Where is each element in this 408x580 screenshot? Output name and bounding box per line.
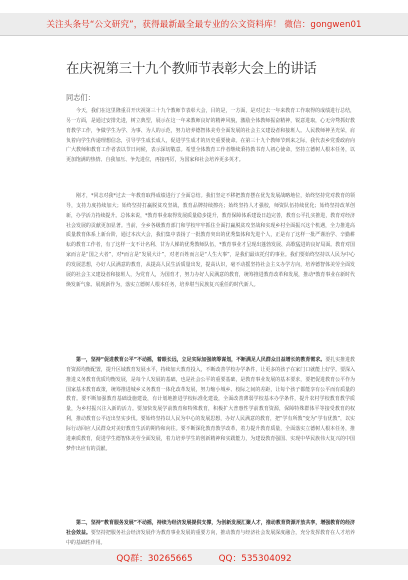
paragraph-point-one [66, 356, 355, 513]
promo-banner-text: 关注头条号“公文研究”，获得最新最全最专业的公文资料库！ 微信：gongwen01 [46, 20, 362, 30]
promo-banner [0, 13, 408, 36]
greeting: 同志们： [66, 93, 95, 102]
point-two-body: 要坚持把服务社会经济发展作为教育事业发展的重要方向，推动教育与经济社会发展深度融合，充分发挥教育在人才培养中的基础性作用。 [66, 529, 355, 546]
contact-footer [0, 549, 408, 565]
paragraph-review: 刚才，*同志对我*过去一年教育取得成绩进行了全面总结。我们坚定不移把教育摆在优先发展战略地位，始终坚持党对教育的领导，支持力度持续加大；始终坚持打赢脱贫攻坚战，教育品牌持续擦亮；始终坚持人才强校，师资队伍持续优化；始终坚持改革创新，办学活力持续提升。总体来说，*教育事业取得发展质量稳步提升，教育保障体系建设日趋完善，教育公平扎实推进，教育对经济社会发展的贡献更加显著。当前，全乡各级教育部门和学校牢牢抓住全面打赢脱贫攻坚战和实现乡村全面振兴这个机遇，全力推进高质量教育体系上新台阶，通过本次大会，我们集中表扬了一批教育突出的优秀集体和先进个人，正是有了这样一批严谨治学、辛勤耕耘的教育工作者，有了这样一支不计名利、甘为人梯的优秀教师队伍，*教育事业才呈现出蓬勃发展、高歌猛进的良好局面。教育对国家而言是“国之大者”，对*而言是“发展大计”，对老百姓而言是“人生大事”，是我们最该托付的事业。我们要始终坚持以人民为中心的发展思想，办好人民满意的教育，从提高人民生活质量出发，提高认识，毫不动摇坚持社会主义办学方向，培养德智体美劳全面发展的社会主义建设者和接班人，为党育人，为国育才，努力办好人民满意的教育，统筹推进教育改革和发展，推动*教育事业在新时代焕发新气象、展现新作为，落实立德树人根本任务，培养堪当民族复兴重任的时代新人。 [66, 193, 355, 288]
qq-group-text: QQ群：30265665 [116, 553, 193, 564]
paragraph-point-two [66, 519, 355, 549]
document-title: 在庆祝第三十九个教师节表彰大会上的讲话 [66, 62, 317, 77]
point-two-heading: 第二，坚持“教育服务发展”不动摇，持续为经济发展提供支撑，为创新发展汇聚人才，推动教育资源开放共享，增强教育的经济社会效益。 [66, 520, 355, 536]
point-one-heading: 第一，坚持“促进教育公平”不动摇，着眼长远，立足实际加强统筹谋划，不断满足人民群众日益增长的教育需求。 [76, 357, 326, 363]
qq-number-text: QQ：535304092 [218, 553, 292, 564]
paragraph-intro: 今天，我们在这里隆重召开庆祝第三十九个教师节表彰大会，目的是，一方面，是对过去一年来教育工作取得的成绩进行总结，另一方面，是通过安排先进，树立典型，展示在这一年来教师良好的精神风貌，激励全体教师振奋精神，锐意进取，心无旁骛抓好教育教学工作，争做学生为学、为事、为人的示范，努力培养德智体美劳全面发展的社会主义建设者和接班人。人民教师神圣光荣，肩负着向学生传递理想信念，引导学生成长成人，促进学生成才的历史重要使命。在第三十九个教师节到来之际，我代表乡党委政府向广大教师和教育工作者表以节日问候，表示深切敬意。希望全体教育工作者继续秉持教书育人初心使命，坚持立德树人根本任务，以更加饱满的热情、自我加压、争先进位，再接再厉，为国家和社会培养更多英才。 [66, 108, 355, 164]
point-one-body: 要扎实推进教育资源均衡配置，提升区域教育发展水平，持续加大教育投入，不断改善学校办学条件，让更多的孩子在家门口就能上好学。要深入推进义务教育优质均衡发展，是每个人发展的基础，也是社会公平的重要基础，是教育事业发展的基本要求，要把促进教育公平作为国家基本教育政策，统筹推进城乡义务教育一体化改革发展，努力缩小城乡、校际之间的差距，让每个孩子都能享有公平而有质量的教育。要不断加强教育基础设施建设，有计划地推进学校标准化建设，全面改善薄弱学校基本办学条件，提升农村学校教育教学质量，为乡村振兴注入新的活力。要加快发展学前教育和特殊教育，积极扩大普惠性学前教育资源，保障特殊群体平等接受教育的权利，推动教育公平迈出坚实步伐。要始终坚持以人民为中心的发展思想，办好人民满意的教育，把“学有所教”变为“学有优教”，以实际行动回应人民群众对美好教育生活的期待和向往。要不断深化教育教学改革，着力提升教育质量，全面落实立德树人根本任务，推进素质教育，促进学生德智体美劳全面发展，着力培养学生的创新精神和实践能力，为建设教育强国、实现中华民族伟大复兴的中国梦作出应有的贡献。 [66, 357, 355, 452]
document-page [66, 58, 355, 549]
